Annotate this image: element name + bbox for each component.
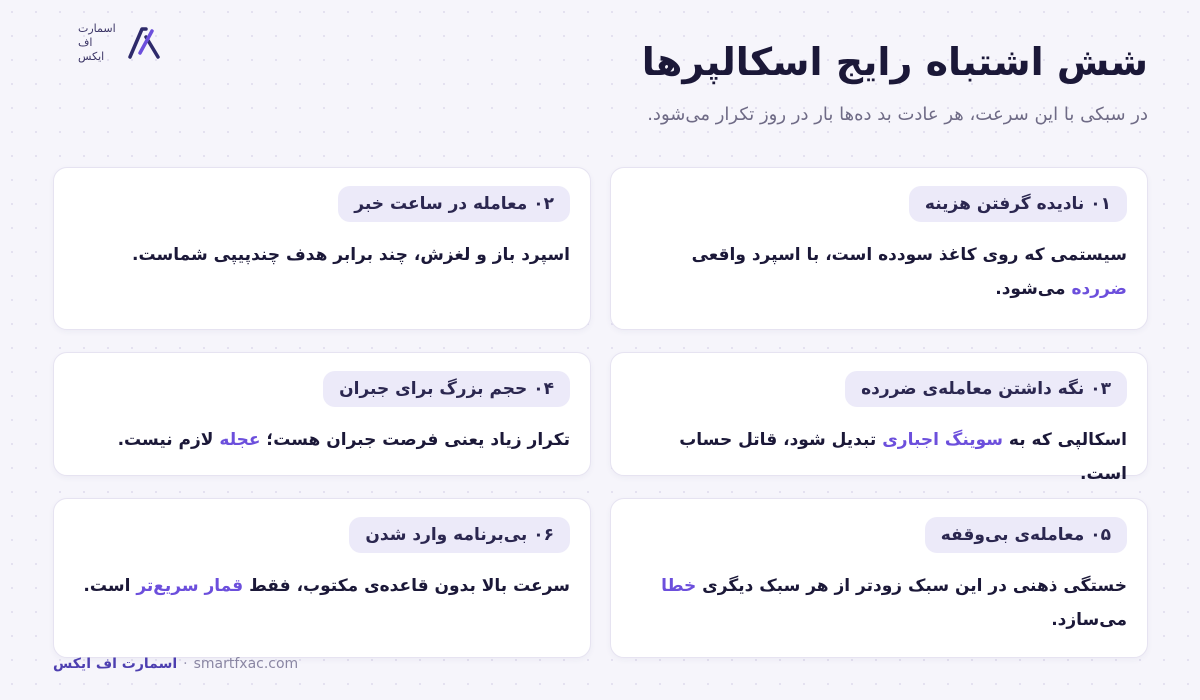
mistake-title-pill: ۰۴ حجم بزرگ برای جبران bbox=[323, 371, 570, 407]
logo-line-2: اف bbox=[78, 36, 93, 49]
mistake-card-04 bbox=[53, 352, 591, 476]
mistake-card-03 bbox=[610, 352, 1148, 484]
mistake-card-02 bbox=[53, 167, 591, 330]
logo-line-3: ایکس bbox=[78, 50, 105, 63]
mistake-card-01 bbox=[610, 167, 1148, 330]
mistake-description: سیستمی که روی کاغذ سودده است، با اسپرد واقعی ضررده می‌شود. bbox=[691, 245, 1127, 299]
highlight-word: خطا bbox=[661, 576, 697, 596]
highlight-word: سوینگ اجباری bbox=[882, 430, 1004, 450]
mistake-card-06 bbox=[53, 498, 591, 658]
mistake-title-pill: ۰۱ نادیده گرفتن هزینه bbox=[909, 186, 1127, 222]
footer-brand: اسمارت اف ایکس bbox=[53, 656, 178, 672]
logo-wordmark bbox=[78, 22, 116, 64]
logo-mark-icon bbox=[124, 23, 164, 63]
highlight-word: ضررده bbox=[1071, 279, 1127, 299]
mistake-title-pill: ۰۵ معامله‌ی بی‌وقفه bbox=[925, 517, 1127, 553]
mistake-description: تکرار زیاد یعنی فرصت جبران هست؛ عجله لازم نیست. bbox=[117, 430, 570, 450]
footer-website: smartfxac.com bbox=[193, 656, 299, 672]
mistake-description: اسکالپی که به سوینگ اجباری تبدیل شود، قاتل حساب است. bbox=[679, 430, 1127, 484]
footer-separator: · bbox=[183, 656, 188, 672]
mistake-card-05 bbox=[610, 498, 1148, 658]
page-title: شش اشتباه رایج اسکالپرها bbox=[641, 40, 1148, 84]
footer bbox=[53, 656, 298, 672]
mistake-title-pill: ۰۳ نگه داشتن معامله‌ی ضررده bbox=[845, 371, 1127, 407]
mistake-title-pill: ۰۶ بی‌برنامه وارد شدن bbox=[349, 517, 570, 553]
mistake-description: سرعت بالا بدون قاعده‌ی مکتوب، فقط قمار سریع‌تر است. bbox=[83, 576, 570, 596]
page-subtitle: در سبکی با این سرعت، هر عادت بد ده‌ها بار در روز تکرار می‌شود. bbox=[647, 104, 1148, 125]
logo-line-1: اسمارت bbox=[78, 22, 116, 35]
highlight-word: عجله bbox=[219, 430, 261, 450]
mistake-title-pill: ۰۲ معامله در ساعت خبر bbox=[338, 186, 570, 222]
brand-logo bbox=[78, 22, 164, 64]
highlight-word: قمار سریع‌تر bbox=[136, 576, 244, 596]
mistake-description: خستگی ذهنی در این سبک زودتر از هر سبک دیگری خطا می‌سازد. bbox=[661, 576, 1127, 630]
mistake-description: اسپرد باز و لغزش، چند برابر هدف چندپیپی شماست. bbox=[132, 245, 570, 265]
